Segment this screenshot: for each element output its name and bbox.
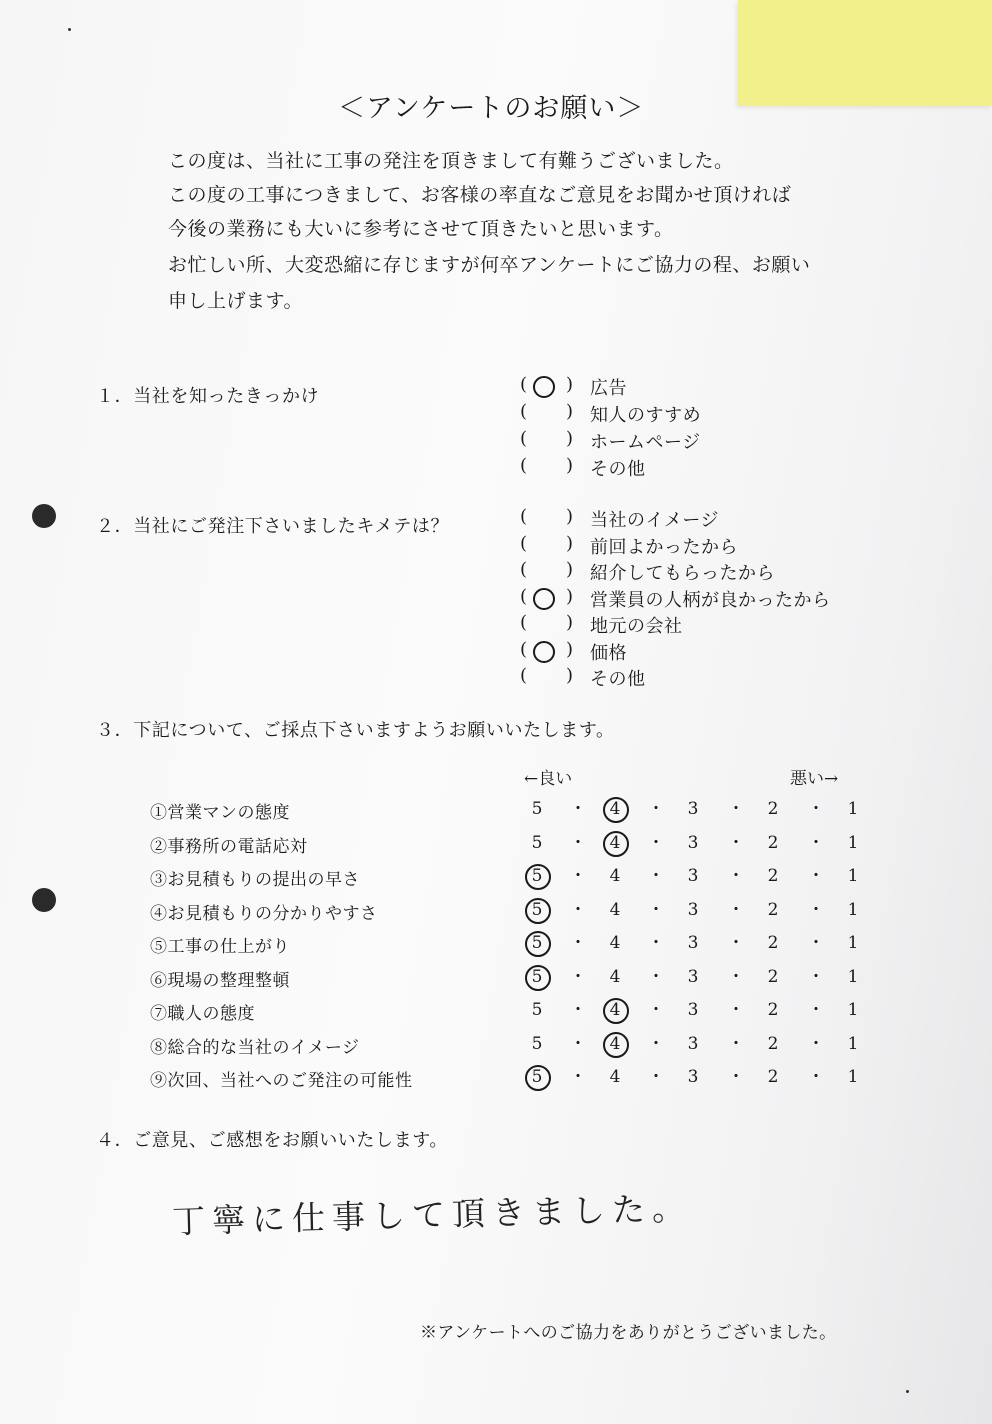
score-option-selected[interactable]: 4	[600, 1031, 630, 1057]
scale-separator: ・	[569, 799, 587, 819]
selected-circle-mark	[533, 376, 555, 398]
score-option[interactable]: 1	[847, 866, 859, 886]
score-option[interactable]: 3	[687, 832, 699, 853]
score-option-selected[interactable]: 5	[522, 930, 552, 956]
score-option[interactable]: 3	[687, 866, 699, 886]
scale-separator: ・	[647, 1067, 665, 1087]
scale-separator: ・	[647, 1000, 665, 1020]
scale-separator: ・	[647, 899, 665, 920]
intro-line: 今後の業務にも大いに参考にさせて頂きたいと思います。	[168, 218, 674, 240]
question-2-text: ２．当社にご発注下さいましたキメテは？	[96, 516, 450, 537]
paren-right: )	[566, 665, 574, 686]
scale-separator: ・	[569, 933, 587, 953]
scale-separator: ・	[727, 933, 745, 953]
scale-separator: ・	[569, 1000, 587, 1020]
rating-item-label: ⑨次回、当社へのご発注の可能性	[150, 1071, 413, 1091]
option-label: 紹介してもらったから	[590, 563, 775, 584]
scale-separator: ・	[727, 1033, 745, 1054]
paren-left: (	[520, 428, 528, 449]
paren-right: )	[566, 401, 574, 422]
question-4-text: ４．ご意見、ご感想をお願いいたします。	[96, 1130, 448, 1151]
footer-thanks: ※アンケートへのご協力をありがとうございました。	[420, 1323, 837, 1343]
score-option[interactable]: 3	[687, 1033, 699, 1054]
scale-separator: ・	[569, 966, 587, 987]
scale-separator: ・	[647, 966, 665, 987]
score-option[interactable]: 2	[767, 933, 779, 953]
score-option[interactable]: 4	[609, 933, 621, 953]
sticky-note	[738, 0, 992, 106]
rating-item-label: ④お見積もりの分かりやすさ	[150, 903, 378, 924]
score-option[interactable]: 5	[531, 832, 543, 853]
paren-left: (	[520, 665, 528, 686]
paren-right: )	[566, 455, 574, 476]
paren-left: (	[520, 559, 528, 580]
score-option[interactable]: 1	[847, 1033, 859, 1054]
question-3-text: ３．下記について、ご採点下さいますようお願いいたします。	[96, 720, 615, 741]
scale-separator: ・	[807, 1000, 825, 1020]
paper-speck	[906, 1390, 909, 1393]
score-option[interactable]: 5	[531, 1033, 543, 1054]
score-option[interactable]: 3	[687, 799, 699, 819]
scale-separator: ・	[727, 1067, 745, 1087]
paren-right: )	[566, 559, 574, 580]
page-title: ＜アンケートのお願い＞	[338, 93, 645, 124]
paren-left: (	[520, 374, 528, 395]
score-option-selected[interactable]: 5	[522, 863, 552, 889]
score-option[interactable]: 1	[847, 832, 859, 853]
paren-left: (	[520, 638, 528, 660]
score-option[interactable]: 1	[847, 1067, 859, 1087]
paren-left: (	[520, 401, 528, 422]
scale-separator: ・	[807, 1033, 825, 1054]
option-label: 広告	[590, 378, 627, 399]
scale-separator: ・	[807, 799, 825, 819]
scale-separator: ・	[647, 933, 665, 953]
score-option[interactable]: 1	[847, 1000, 859, 1020]
score-option[interactable]: 3	[687, 899, 699, 920]
scale-bad-label: 悪い→	[790, 769, 839, 789]
score-option-selected[interactable]: 4	[600, 997, 630, 1023]
option-label: 前回よかったから	[590, 536, 738, 558]
option-label: 知人のすすめ	[590, 405, 702, 426]
score-option[interactable]: 5	[531, 1000, 543, 1020]
paren-right: )	[566, 638, 574, 660]
option-label: ホームページ	[590, 432, 701, 453]
paren-right: )	[566, 428, 574, 449]
option-label: 営業員の人柄が良かったから	[590, 589, 831, 611]
score-option[interactable]: 3	[687, 1067, 699, 1087]
paren-left: (	[520, 612, 528, 633]
intro-line: お忙しい所、大変恐縮に存じますが何卒アンケートにご協力の程、お願い	[168, 254, 811, 276]
scale-separator: ・	[569, 1067, 587, 1087]
scale-separator: ・	[647, 799, 665, 819]
paren-right: )	[566, 585, 574, 607]
scale-separator: ・	[807, 899, 825, 920]
score-option[interactable]: 4	[609, 1067, 621, 1087]
selected-circle-mark	[533, 588, 555, 610]
score-option[interactable]: 2	[767, 799, 779, 819]
scale-separator: ・	[647, 1033, 665, 1054]
scale-separator: ・	[727, 966, 745, 987]
intro-line: この度は、当社に工事の発注を頂きまして有難うございました。	[168, 150, 734, 172]
paren-right: )	[566, 506, 574, 527]
score-option-selected[interactable]: 5	[522, 964, 552, 990]
binder-hole-top	[32, 504, 56, 528]
paren-left: (	[520, 585, 528, 607]
score-option-selected[interactable]: 4	[600, 830, 630, 856]
score-option[interactable]: 1	[847, 933, 859, 953]
score-option[interactable]: 3	[687, 966, 699, 987]
paren-left: (	[520, 455, 528, 476]
score-option[interactable]: 1	[847, 966, 859, 987]
scale-separator: ・	[569, 899, 587, 920]
scale-separator: ・	[727, 799, 745, 819]
scale-separator: ・	[727, 866, 745, 886]
score-option[interactable]: 3	[687, 1000, 699, 1020]
option-label: その他	[590, 669, 646, 690]
scale-separator: ・	[569, 866, 587, 886]
scale-separator: ・	[727, 832, 745, 853]
handwritten-answer: 丁寧に仕事して頂きました。	[171, 1188, 693, 1241]
selected-circle-mark	[533, 641, 555, 663]
scale-separator: ・	[807, 832, 825, 853]
intro-line: この度の工事につきまして、お客様の率直なご意見をお聞かせ頂ければ	[168, 184, 792, 206]
scale-separator: ・	[647, 832, 665, 853]
score-option[interactable]: 2	[767, 899, 779, 920]
score-option[interactable]: 2	[767, 832, 779, 853]
scale-separator: ・	[727, 1000, 745, 1020]
scale-separator: ・	[727, 899, 745, 920]
paren-left: (	[520, 506, 528, 527]
score-option[interactable]: 4	[609, 866, 621, 886]
rating-item-label: ⑥現場の整理整頓	[150, 970, 290, 991]
rating-item-label: ③お見積もりの提出の早さ	[150, 870, 360, 890]
scale-good-label: ←良い	[524, 769, 573, 789]
score-option-selected[interactable]: 4	[600, 796, 630, 822]
paper-speck	[68, 28, 71, 31]
paren-right: )	[566, 374, 574, 395]
score-option[interactable]: 5	[531, 799, 543, 819]
rating-item-label: ⑧総合的な当社のイメージ	[150, 1037, 360, 1058]
scale-separator: ・	[807, 966, 825, 987]
paren-right: )	[566, 532, 574, 554]
paren-left: (	[520, 532, 528, 554]
rating-item-label: ⑤工事の仕上がり	[150, 937, 290, 957]
scale-separator: ・	[569, 1033, 587, 1054]
score-option[interactable]: 1	[847, 899, 859, 920]
rating-item-label: ②事務所の電話応対	[150, 836, 308, 857]
score-option[interactable]: 3	[687, 933, 699, 953]
score-option[interactable]: 4	[609, 966, 621, 987]
score-option[interactable]: 2	[767, 1033, 779, 1054]
rating-item-label: ①営業マンの態度	[150, 803, 290, 823]
scale-separator: ・	[807, 866, 825, 886]
score-option[interactable]: 2	[767, 966, 779, 987]
paren-right: )	[566, 612, 574, 633]
binder-hole-bottom	[32, 888, 56, 912]
option-label: 価格	[590, 642, 627, 664]
option-label: 地元の会社	[590, 616, 683, 637]
score-option[interactable]: 2	[767, 866, 779, 886]
score-option[interactable]: 1	[847, 799, 859, 819]
option-label: その他	[590, 459, 646, 480]
score-option[interactable]: 2	[767, 1000, 779, 1020]
scale-separator: ・	[569, 832, 587, 853]
score-option[interactable]: 4	[609, 899, 621, 920]
intro-line: 申し上げます。	[168, 290, 303, 312]
rating-item-label: ⑦職人の態度	[150, 1004, 255, 1024]
scale-separator: ・	[807, 1067, 825, 1087]
scale-separator: ・	[647, 866, 665, 886]
scale-separator: ・	[807, 933, 825, 953]
score-option[interactable]: 2	[767, 1067, 779, 1087]
option-label: 当社のイメージ	[590, 510, 719, 531]
score-option-selected[interactable]: 5	[522, 1064, 552, 1090]
question-1-text: １．当社を知ったきっかけ	[96, 386, 320, 407]
score-option-selected[interactable]: 5	[522, 897, 552, 923]
